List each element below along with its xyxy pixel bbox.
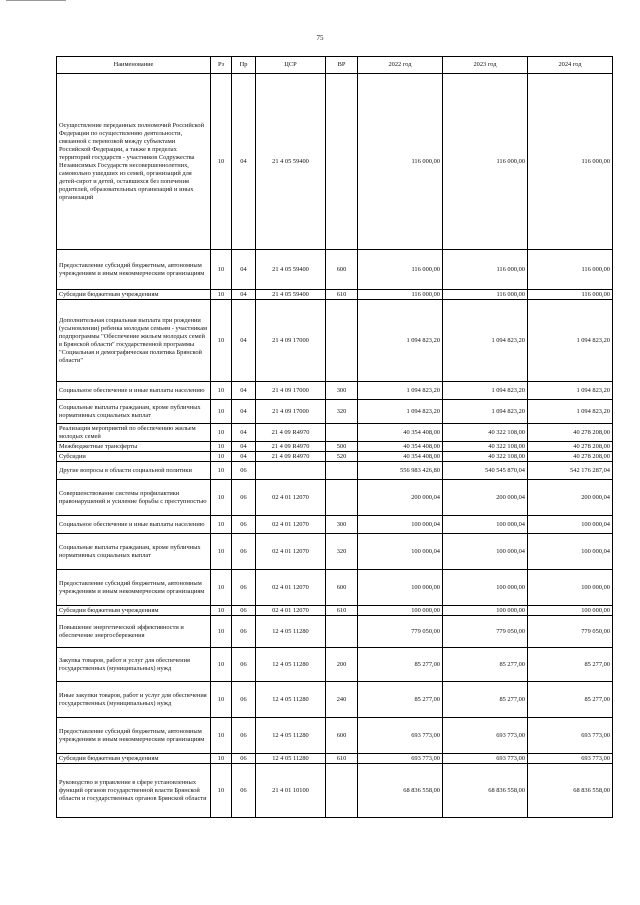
row-2022-cell: 85 277,00 [358, 682, 443, 718]
row-pr-cell: 06 [232, 718, 256, 754]
row-rz-cell: 10 [211, 648, 232, 682]
row-2022-cell: 779 050,00 [358, 616, 443, 648]
row-vr-cell: 610 [326, 290, 358, 300]
row-2022-cell: 100 000,04 [358, 534, 443, 570]
row-name-cell: Социальные выплаты гражданам, кроме публичных нормативных социальных выплат [57, 400, 211, 424]
row-2023-cell: 100 000,00 [443, 570, 528, 606]
column-header-vr: ВР [326, 57, 358, 74]
row-csr-cell: 02 4 01 12070 [256, 534, 326, 570]
row-vr-cell [326, 462, 358, 480]
row-2022-cell: 100 000,00 [358, 606, 443, 616]
row-2023-cell: 1 094 823,20 [443, 382, 528, 400]
row-name-cell: Социальное обеспечение и иные выплаты населению [57, 382, 211, 400]
row-pr-cell: 04 [232, 74, 256, 250]
row-2023-cell: 540 545 870,04 [443, 462, 528, 480]
row-2023-cell: 40 322 108,00 [443, 452, 528, 462]
row-csr-cell: 02 4 01 12070 [256, 570, 326, 606]
table-row [57, 616, 613, 648]
row-2023-cell: 116 000,00 [443, 250, 528, 290]
row-name-cell: Дополнительная социальная выплата при рождении (усыновлении) ребенка молодым семьям - участникам подпрограммы "Обеспечение жильем молодых семей в Брянской области" государственной программы "Социальная и демографическая политика Брянской области" [57, 300, 211, 382]
row-2024-cell: 40 278 208,00 [528, 452, 613, 462]
row-2022-cell: 68 836 558,00 [358, 764, 443, 818]
row-csr-cell: 21 4 09 R4970 [256, 424, 326, 442]
row-rz-cell: 10 [211, 480, 232, 516]
row-csr-cell: 21 4 09 17000 [256, 382, 326, 400]
table-row [57, 682, 613, 718]
table-body [57, 74, 613, 818]
row-2022-cell: 1 094 823,20 [358, 400, 443, 424]
row-vr-cell [326, 480, 358, 516]
row-2024-cell: 100 000,04 [528, 516, 613, 534]
row-name-cell: Совершенствование системы профилактики правонарушений и усиление борьбы с преступностью [57, 480, 211, 516]
row-pr-cell: 06 [232, 480, 256, 516]
row-vr-cell [326, 424, 358, 442]
row-2023-cell: 116 000,00 [443, 74, 528, 250]
row-name-cell: Субсидии бюджетным учреждениям [57, 290, 211, 300]
row-csr-cell: 21 4 09 R4970 [256, 452, 326, 462]
row-2022-cell: 116 000,00 [358, 290, 443, 300]
row-csr-cell: 12 4 05 11280 [256, 718, 326, 754]
row-2024-cell: 100 000,00 [528, 606, 613, 616]
row-pr-cell: 06 [232, 616, 256, 648]
row-2023-cell: 116 000,00 [443, 290, 528, 300]
row-pr-cell: 04 [232, 424, 256, 442]
table-row [57, 570, 613, 606]
row-pr-cell: 06 [232, 764, 256, 818]
row-2024-cell: 542 176 287,04 [528, 462, 613, 480]
row-2024-cell: 779 050,00 [528, 616, 613, 648]
row-2022-cell: 200 000,04 [358, 480, 443, 516]
row-vr-cell: 600 [326, 250, 358, 290]
row-2024-cell: 100 000,04 [528, 534, 613, 570]
row-vr-cell [326, 764, 358, 818]
row-pr-cell: 06 [232, 648, 256, 682]
row-2024-cell: 693 773,00 [528, 718, 613, 754]
row-2024-cell: 85 277,00 [528, 682, 613, 718]
row-pr-cell: 04 [232, 382, 256, 400]
row-name-cell: Социальные выплаты гражданам, кроме публичных нормативных социальных выплат [57, 534, 211, 570]
row-pr-cell: 04 [232, 300, 256, 382]
row-pr-cell: 06 [232, 516, 256, 534]
row-2024-cell: 116 000,00 [528, 74, 613, 250]
row-2022-cell: 116 000,00 [358, 74, 443, 250]
row-2022-cell: 85 277,00 [358, 648, 443, 682]
row-2024-cell: 200 000,04 [528, 480, 613, 516]
row-2024-cell: 40 278 208,00 [528, 442, 613, 452]
row-pr-cell: 06 [232, 534, 256, 570]
row-pr-cell: 04 [232, 250, 256, 290]
row-rz-cell: 10 [211, 570, 232, 606]
column-header-rz: Рз [211, 57, 232, 74]
table-row [57, 462, 613, 480]
row-csr-cell: 21 4 05 59400 [256, 74, 326, 250]
row-2023-cell: 100 000,04 [443, 516, 528, 534]
row-2024-cell: 1 094 823,20 [528, 382, 613, 400]
row-vr-cell: 320 [326, 400, 358, 424]
row-rz-cell: 10 [211, 754, 232, 764]
row-vr-cell: 610 [326, 606, 358, 616]
row-vr-cell [326, 74, 358, 250]
table-row [57, 300, 613, 382]
row-2022-cell: 40 354 408,00 [358, 424, 443, 442]
row-vr-cell: 200 [326, 648, 358, 682]
row-name-cell: Реализация мероприятий по обеспечению жильем молодых семей [57, 424, 211, 442]
row-csr-cell: 21 4 09 17000 [256, 400, 326, 424]
row-rz-cell: 10 [211, 300, 232, 382]
row-2023-cell: 40 322 108,00 [443, 424, 528, 442]
column-header-pr: Пр [232, 57, 256, 74]
row-csr-cell: 12 4 05 11280 [256, 682, 326, 718]
row-2022-cell: 40 354 408,00 [358, 452, 443, 462]
row-2024-cell: 116 000,00 [528, 250, 613, 290]
column-header-2024: 2024 год [528, 57, 613, 74]
row-2022-cell: 1 094 823,20 [358, 382, 443, 400]
row-2024-cell: 100 000,00 [528, 570, 613, 606]
row-name-cell: Субсидии [57, 452, 211, 462]
row-name-cell: Иные закупки товаров, работ и услуг для обеспечения государственных (муниципальных) нужд [57, 682, 211, 718]
row-rz-cell: 10 [211, 452, 232, 462]
row-rz-cell: 10 [211, 382, 232, 400]
row-name-cell: Предоставление субсидий бюджетным, автономным учреждениям и иным некоммерческим организациям [57, 570, 211, 606]
row-2022-cell: 693 773,00 [358, 718, 443, 754]
row-pr-cell: 04 [232, 400, 256, 424]
row-pr-cell: 06 [232, 570, 256, 606]
table-row [57, 382, 613, 400]
row-name-cell: Закупка товаров, работ и услуг для обеспечения государственных (муниципальных) нужд [57, 648, 211, 682]
row-rz-cell: 10 [211, 290, 232, 300]
row-csr-cell: 02 4 01 12070 [256, 606, 326, 616]
table-row [57, 754, 613, 764]
column-header-2023: 2023 год [443, 57, 528, 74]
row-csr-cell: 12 4 05 11280 [256, 616, 326, 648]
row-2024-cell: 85 277,00 [528, 648, 613, 682]
row-2022-cell: 116 000,00 [358, 250, 443, 290]
table-row [57, 290, 613, 300]
row-vr-cell [326, 616, 358, 648]
row-name-cell: Осуществление переданных полномочий Российской Федерации по осуществлению деятельности, связанной с перевозкой между субъектами Российской Федерации, а также в пределах территорий государств - участников Содружества Независимых Государств несовершеннолетних, самовольно ушедших из семей, организаций для детей-сирот и детей, оставшихся без попечения родителей, образовательных организаций и иных организаций [57, 74, 211, 250]
row-vr-cell: 240 [326, 682, 358, 718]
row-pr-cell: 06 [232, 682, 256, 718]
row-name-cell: Предоставление субсидий бюджетным, автономным учреждениям и иным некоммерческим организациям [57, 250, 211, 290]
row-rz-cell: 10 [211, 682, 232, 718]
table-row [57, 606, 613, 616]
row-rz-cell: 10 [211, 250, 232, 290]
row-name-cell: Предоставление субсидий бюджетным, автономным учреждениям и иным некоммерческим организациям [57, 718, 211, 754]
row-2023-cell: 1 094 823,20 [443, 300, 528, 382]
row-2023-cell: 68 836 558,00 [443, 764, 528, 818]
row-2023-cell: 779 050,00 [443, 616, 528, 648]
row-rz-cell: 10 [211, 424, 232, 442]
row-rz-cell: 10 [211, 606, 232, 616]
budget-table [56, 56, 613, 818]
row-rz-cell: 10 [211, 718, 232, 754]
table-row [57, 74, 613, 250]
row-2022-cell: 100 000,04 [358, 516, 443, 534]
row-vr-cell: 600 [326, 718, 358, 754]
row-vr-cell: 300 [326, 382, 358, 400]
row-rz-cell: 10 [211, 534, 232, 570]
table-row [57, 764, 613, 818]
row-name-cell: Субсидии бюджетным учреждениям [57, 606, 211, 616]
row-pr-cell: 06 [232, 606, 256, 616]
row-rz-cell: 10 [211, 400, 232, 424]
row-2024-cell: 1 094 823,20 [528, 300, 613, 382]
row-2023-cell: 693 773,00 [443, 754, 528, 764]
table-row [57, 442, 613, 452]
row-vr-cell [326, 300, 358, 382]
row-2024-cell: 40 278 208,00 [528, 424, 613, 442]
row-2023-cell: 200 000,04 [443, 480, 528, 516]
row-name-cell: Субсидии бюджетным учреждениям [57, 754, 211, 764]
row-2023-cell: 100 000,04 [443, 534, 528, 570]
row-rz-cell: 10 [211, 442, 232, 452]
page-number: 75 [316, 34, 324, 42]
row-csr-cell: 21 4 05 59400 [256, 290, 326, 300]
row-rz-cell: 10 [211, 462, 232, 480]
column-header-2022: 2022 год [358, 57, 443, 74]
row-2024-cell: 1 094 823,20 [528, 400, 613, 424]
row-2024-cell: 693 773,00 [528, 754, 613, 764]
row-pr-cell: 04 [232, 452, 256, 462]
row-rz-cell: 10 [211, 616, 232, 648]
row-csr-cell: 02 4 01 12070 [256, 516, 326, 534]
row-name-cell: Социальное обеспечение и иные выплаты населению [57, 516, 211, 534]
row-2022-cell: 40 354 408,00 [358, 442, 443, 452]
table-row [57, 534, 613, 570]
table-row [57, 480, 613, 516]
row-vr-cell: 320 [326, 534, 358, 570]
row-csr-cell: 21 4 09 R4970 [256, 442, 326, 452]
table-header-row [57, 57, 613, 74]
row-name-cell: Другие вопросы в области социальной политики [57, 462, 211, 480]
row-csr-cell [256, 462, 326, 480]
column-header-csr: ЦСР [256, 57, 326, 74]
row-name-cell: Повышение энергетической эффективности и обеспечение энергосбережения [57, 616, 211, 648]
row-2022-cell: 1 094 823,20 [358, 300, 443, 382]
row-2023-cell: 1 094 823,20 [443, 400, 528, 424]
row-pr-cell: 04 [232, 442, 256, 452]
row-2022-cell: 556 983 426,80 [358, 462, 443, 480]
top-scan-mark [6, 0, 66, 4]
row-vr-cell: 520 [326, 452, 358, 462]
row-vr-cell: 610 [326, 754, 358, 764]
row-2024-cell: 116 000,00 [528, 290, 613, 300]
row-pr-cell: 06 [232, 462, 256, 480]
row-2023-cell: 85 277,00 [443, 682, 528, 718]
row-rz-cell: 10 [211, 516, 232, 534]
row-csr-cell: 21 4 01 10100 [256, 764, 326, 818]
row-csr-cell: 12 4 05 11280 [256, 648, 326, 682]
row-2023-cell: 85 277,00 [443, 648, 528, 682]
row-rz-cell: 10 [211, 74, 232, 250]
table-row [57, 424, 613, 442]
row-2023-cell: 100 000,00 [443, 606, 528, 616]
row-name-cell: Руководство и управление в сфере установленных функций органов государственной власти Брянской области и государственных органов Брянской области [57, 764, 211, 818]
row-name-cell: Межбюджетные трансферты [57, 442, 211, 452]
column-header-name: Наименование [57, 57, 211, 74]
table-row [57, 648, 613, 682]
row-2022-cell: 693 773,00 [358, 754, 443, 764]
row-pr-cell: 04 [232, 290, 256, 300]
row-2023-cell: 40 322 108,00 [443, 442, 528, 452]
table-row [57, 516, 613, 534]
row-csr-cell: 21 4 09 17000 [256, 300, 326, 382]
row-pr-cell: 06 [232, 754, 256, 764]
table-row [57, 250, 613, 290]
row-csr-cell: 02 4 01 12070 [256, 480, 326, 516]
row-2022-cell: 100 000,00 [358, 570, 443, 606]
row-csr-cell: 21 4 05 59400 [256, 250, 326, 290]
table-row [57, 452, 613, 462]
row-csr-cell: 12 4 05 11280 [256, 754, 326, 764]
row-2024-cell: 68 836 558,00 [528, 764, 613, 818]
row-vr-cell: 300 [326, 516, 358, 534]
table-row [57, 400, 613, 424]
row-vr-cell: 600 [326, 570, 358, 606]
table-row [57, 718, 613, 754]
row-2023-cell: 693 773,00 [443, 718, 528, 754]
row-vr-cell: 500 [326, 442, 358, 452]
row-rz-cell: 10 [211, 764, 232, 818]
